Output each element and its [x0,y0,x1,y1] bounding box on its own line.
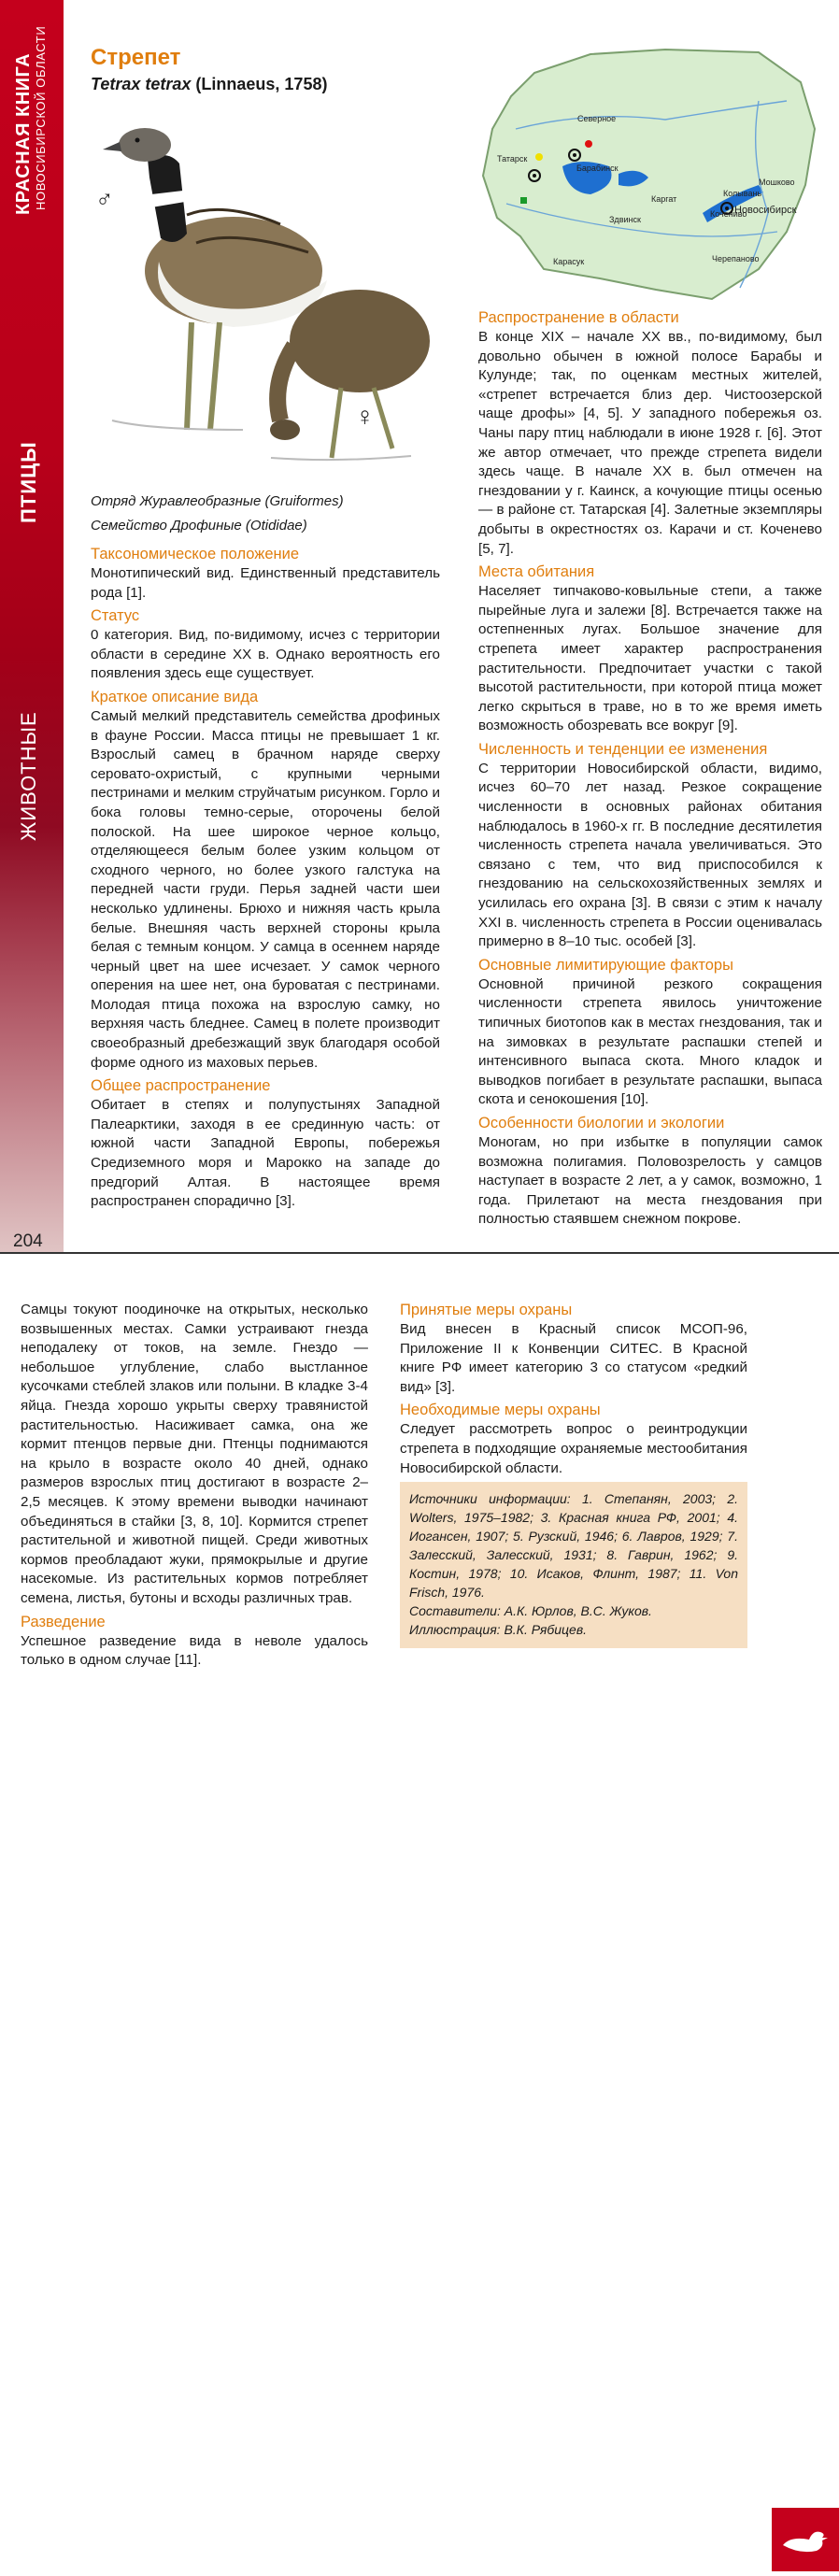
section-heading: Места обитания [478,563,595,581]
right-column [478,308,822,1233]
sources-text: Источники информации: 1. Степанян, 2003; 2. Wolters, 1975–1982; 3. Красная книга РФ, 2001; 4. Иогансен, 1907; 5. Рузский, 1946; 6. Лавров, 1929; 7. Залесский, Залесский, 1931; 8. Гаврин, 1962; 9. Костин, 1978; 10. Исаков, Флинт, 1987; 11. Von Frisch, 1976. [409,1491,738,1600]
section-heading: Статус [91,607,140,625]
taxonomy-order [91,490,344,538]
section-heading: Общее распространение [91,1077,271,1095]
section-text: В конце XIX – начале XX вв., по-видимому, был довольно обычен в южной полосе Барабы и Кулунде; так, по оценкам местных жителей, «стрепет встречается близ дер. Чистоозерской чаще дрофы» [4, 5]. У западного побережья оз. Чаны пару птиц наблюдали в июне 1928 г. [6]. Этот же автор отмечает, что прежде стрепета видели здесь чаще. В начале XX в. был отмечен на гнездовании у г. Каинск, а кочующие птицы осенью — в районе ст. Татарская [4]. Залетные экземпляры добыты в окрестностях оз. Карачи и ст. Коченево [5, 7]. [478,329,822,557]
species-title: Стрепет [91,45,181,70]
map-label: Карасук [553,257,585,266]
section-heading: Особенности биологии и экологии [478,1114,725,1131]
sources-box [400,1482,747,1648]
section-heading: Основные лимитирующие факторы [478,956,733,974]
sidebar [0,0,64,1252]
section-heading: Принятые меры охраны [400,1302,573,1318]
sidebar-book-title: КРАСНАЯ КНИГА [13,52,34,215]
section-text: Следует рассмотреть вопрос о реинтродукции стрепета в подходящие охраняемые местообитания Новосибирской области. [400,1421,747,1476]
sidebar-kingdom: ЖИВОТНЫЕ [17,711,40,841]
sidebar-region: НОВОСИБИРСКОЙ ОБЛАСТИ [34,25,48,210]
map-label: Татарск [497,154,528,164]
duck-icon [772,2508,839,2571]
section-text: Вид внесен в Красный список МСОП-96, Приложение II к Конвенции СИТЕС. В Красной книге РФ имеет категорию 3 со статусом «редкий вид» [3]. [400,1321,747,1395]
page-number: 204 [13,1231,43,1251]
family-line: Семейство Дрофиные (Otididae) [91,518,307,534]
section-heading: Необходимые меры охраны [400,1402,601,1419]
section-text: Монотипический вид. Единственный представитель рода [1]. [91,565,440,601]
section-text: Самцы токуют поодиночке на открытых, несколько возвышенных местах. Самки устраивают гнезда неподалеку от токов, на земле. Гнездо — небольшое углубление, слабо выстланное кусочками стеблей злаков или полыни. В кладке 3-4 яйца. Гнезда хорошо укрыты сверху травянистой растительностью. Насиживает самка, она же кормит птенцов первые дни. Птенцы поднимаются на крыло в возрасте около 40 дней, однако размеров взрослых птиц достигают в возрасте 2–2,5 месяцев. К этому времени выводки начинают объединяться в стайки [3, 8, 10]. Кормится стрепет растительной и животной пищей. Среди животных кормов преобладают жуки, прямокрылые и другие насекомые. Из растительных кормов потребляет семена, листья, бутоны и всходы различных трав. [21,1302,368,1606]
bird-tab [772,2508,839,2571]
female-symbol: ♀ [355,402,375,431]
section-text: Основной причиной резкого сокращения численности стрепета явилось уничтожение типичных биотопов как в местах гнездования, так и на зимовках в результате распашки степей и интенсивного выпаса скота. Много кладок и выводков погибает в результате распашки, выпаса скота и сенокошения [10]. [478,975,822,1108]
left-column [91,545,440,1216]
map-label: Колывань [723,189,762,198]
map-label: Черепаново [712,254,760,263]
male-symbol: ♂ [95,185,114,213]
section-text: 0 категория. Вид, по-видимому, исчез с территории области в середине XX в. Однако вероятность его появления здесь еще существует. [91,627,440,682]
section-text: Населяет типчаково-ковыльные степи, а также пырейные луга и залежи [8]. Встречается также на остепненных лугах. Большое значение для стрепета имеет характер распространения растительности. Предпочитает участки с такой высотой растительности, при которой птица может легко скрыться в траве, но в то же время иметь возможность обозревать все вокруг [9]. [478,583,822,734]
map-label: Кочениво [710,209,747,219]
section-heading: Разведение [21,1613,106,1630]
section-text: Моногам, но при избытке в популяции самок возможна полигамия. Половозрелость у самцов наступает в возрасте 2 лет, а у самок, возможно, 1 года. Прилетают на места гнездования при полностью стаявшем снежном покрове. [478,1133,822,1228]
section-heading: Распространение в области [478,309,679,326]
map-label: Новосибирск [734,205,797,216]
map-label: Каргат [651,194,677,204]
section-heading: Таксономическое положение [91,546,300,562]
upper-page [0,0,839,1252]
section-heading: Численность и тенденции ее изменения [478,740,768,758]
map-label: Барабинск [576,164,619,173]
bottom-right-column [400,1301,747,1482]
map-label: Мошково [759,178,795,187]
illustration-credit: Иллюстрация: В.К. Рябицев. [409,1622,588,1637]
sidebar-section: ПТИЦЫ [17,441,40,523]
section-text: Самый мелкий представитель семейства дрофиных в фауне России. Масса птицы не превышает 1 кг. Взрослый самец в брачном наряде сверху серовато-охристый, с крупными черными пестринами и мелким струйчатым рисунком. Горло и бока головы темно-серые, оторочены белой полоской. На шее широкое черное кольцо, отделяющееся белым более узким кольцом от сходного черного, но более узкого галстука на передней части груди. Перья задней части шеи несколько удлинены. Брюхо и нижняя часть крыла белые. Внешняя часть верхней стороны крыла белая с темным концом. У самца в осеннем наряде черный цвет на шее исчезает. У самок черного оперения на шее нет, она буроватая с пестринами. Молодая птица похожа на взрослую самку, но верхняя часть бледнее. Самец в полете производит своеобразный дребезжащий звук благодаря особой форме одного из маховых перьев. [91,707,440,1071]
map-label: Северное [577,114,617,123]
range-map [478,45,824,302]
compilers-text: Составители: А.К. Юрлов, В.С. Жуков. [409,1603,652,1618]
section-text: С территории Новосибирской области, видимо, исчез 60–70 лет назад. Резкое сокращение численности в основных районах обитания наблюдалось в 1960-х гг. В последние десятилетия численность стрепета начала увеличиваться. Это связано с тем, что вид приспособился к гнездованию на сельскохозяйственных землях и усилилась его охрана [3]. В связи с этим к началу XXI в. численность стрепета в России оценивалась примерно в 8–10 тыс. особей [3]. [478,760,822,950]
species-latin-name: Tetrax tetrax (Linnaeus, 1758) [91,75,328,93]
bottom-left-column [21,1301,368,1674]
section-heading: Краткое описание вида [91,688,259,705]
section-text: Обитает в степях и полупустынях Западной Палеарктики, заходя в ее срединную часть: от южной части Западной Европы, побережья Средиземного моря и Марокко на западе до предгорий Алтая. В настоящее время распространен спорадично [3]. [91,1097,440,1210]
order-line: Отряд Журавлеобразные (Gruiformes) [91,493,344,509]
section-text: Успешное разведение вида в неволе удалось только в одном случае [11]. [21,1632,368,1669]
map-label: Здвинск [609,215,641,224]
bird-illustration [93,121,439,472]
male-bird [103,128,327,430]
